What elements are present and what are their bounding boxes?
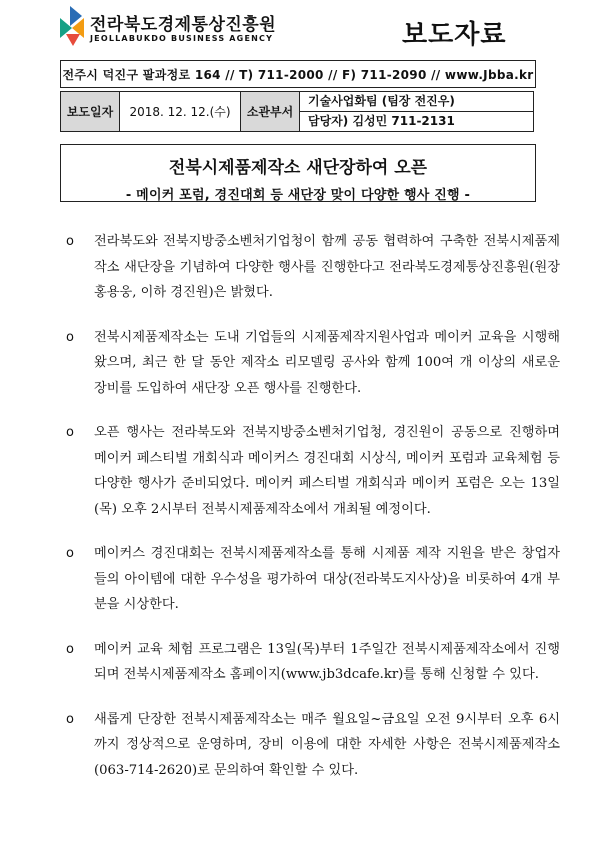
paragraph-text: 오픈 행사는 전라북도와 전북지방중소벤처기업청, 경진원이 공동으로 진행하며 메이커 페스티벌 개회식과 메이커스 경진대회 시상식, 메이커 포럼과 교육체험 등 다양한 행사가 준비되었다. 메이커 페스티벌 개회식과 메이커 포럼은 오는 13일(목) 오후 2시부터 전북시제품제작소에서 개최될 예정이다. [94,425,560,517]
date-label: 보도일자 [61,92,120,132]
department-line-2: 담당자) 김성민 711-2131 [300,112,534,132]
department-label: 소관부서 [241,92,300,132]
headline-box [60,144,536,202]
paragraph-text: 메이커스 경진대회는 전북시제품제작소를 통해 시제품 제작 지원을 받은 창업자들의 아이템에 대한 우수성을 평가하여 대상(전라북도지사상)을 비롯하여 4개 부분을 시상한다. [94,546,560,612]
agency-name-en: JEOLLABUKDO BUSINESS AGENCY [90,34,274,43]
bullet-icon: o [66,425,74,440]
paragraph [60,541,560,618]
contact-info: 전주시 덕진구 팔과정로 164 // T) 711-2000 // F) 711-2090 // www.Jbba.kr [60,60,536,88]
paragraph [60,229,560,306]
sub-headline: - 메이커 포럼, 경진대회 등 새단장 맞이 다양한 행사 진행 - [125,188,471,203]
paragraph [60,707,560,784]
department-line-1: 기술사업화팀 (팀장 전진우) [300,92,534,112]
headline: 전북시제품제작소 새단장하여 오픈 [168,158,428,178]
paragraph [60,637,560,688]
paragraph-text: 전북시제품제작소는 도내 기업들의 시제품제작지원사업과 메이커 교육을 시행해 왔으며, 최근 한 달 동안 제작소 리모델링 공사와 함께 100여 개 이상의 새로운 장비를 도입하여 새단장 오픈 행사를 진행한다. [94,329,560,396]
bullet-icon: o [66,546,74,561]
agency-logo [60,6,94,46]
release-info-table [60,91,534,132]
body-paragraphs [60,229,560,802]
paragraph-text: 메이커 교육 체험 프로그램은 13일(목)부터 1주일간 전북시제품제작소에서 진행되며 전북시제품제작소 홈페이지(www.jb3dcafe.kr)를 통해 신청할 수 있다. [94,641,560,682]
paragraph-text: 전라북도와 전북지방중소벤처기업청이 함께 공동 협력하여 구축한 전북시제품제작소 새단장을 기념하여 다양한 행사를 진행한다고 전라북도경제통상진흥원(원장 홍용웅, 이하 경진원)은 밝혔다. [94,234,560,300]
bullet-icon: o [66,711,74,727]
paragraph [60,420,560,522]
paragraph-text: 새롭게 단장한 전북시제품제작소는 매주 월요일~금요일 오전 9시부터 오후 6시까지 정상적으로 운영하며, 장비 이용에 대한 자세한 사항은 전북시제품제작소(063-714-2620)로 문의하여 확인할 수 있다. [94,711,560,778]
bullet-icon: o [66,329,74,345]
paragraph [60,325,560,402]
press-release-title: 보도자료 [402,20,507,50]
date-value: 2018. 12. 12.(수) [120,92,241,132]
agency-name-kr: 전라북도경제통상진흥원 [90,15,277,35]
bullet-icon: o [66,234,74,249]
bullet-icon: o [66,641,74,657]
